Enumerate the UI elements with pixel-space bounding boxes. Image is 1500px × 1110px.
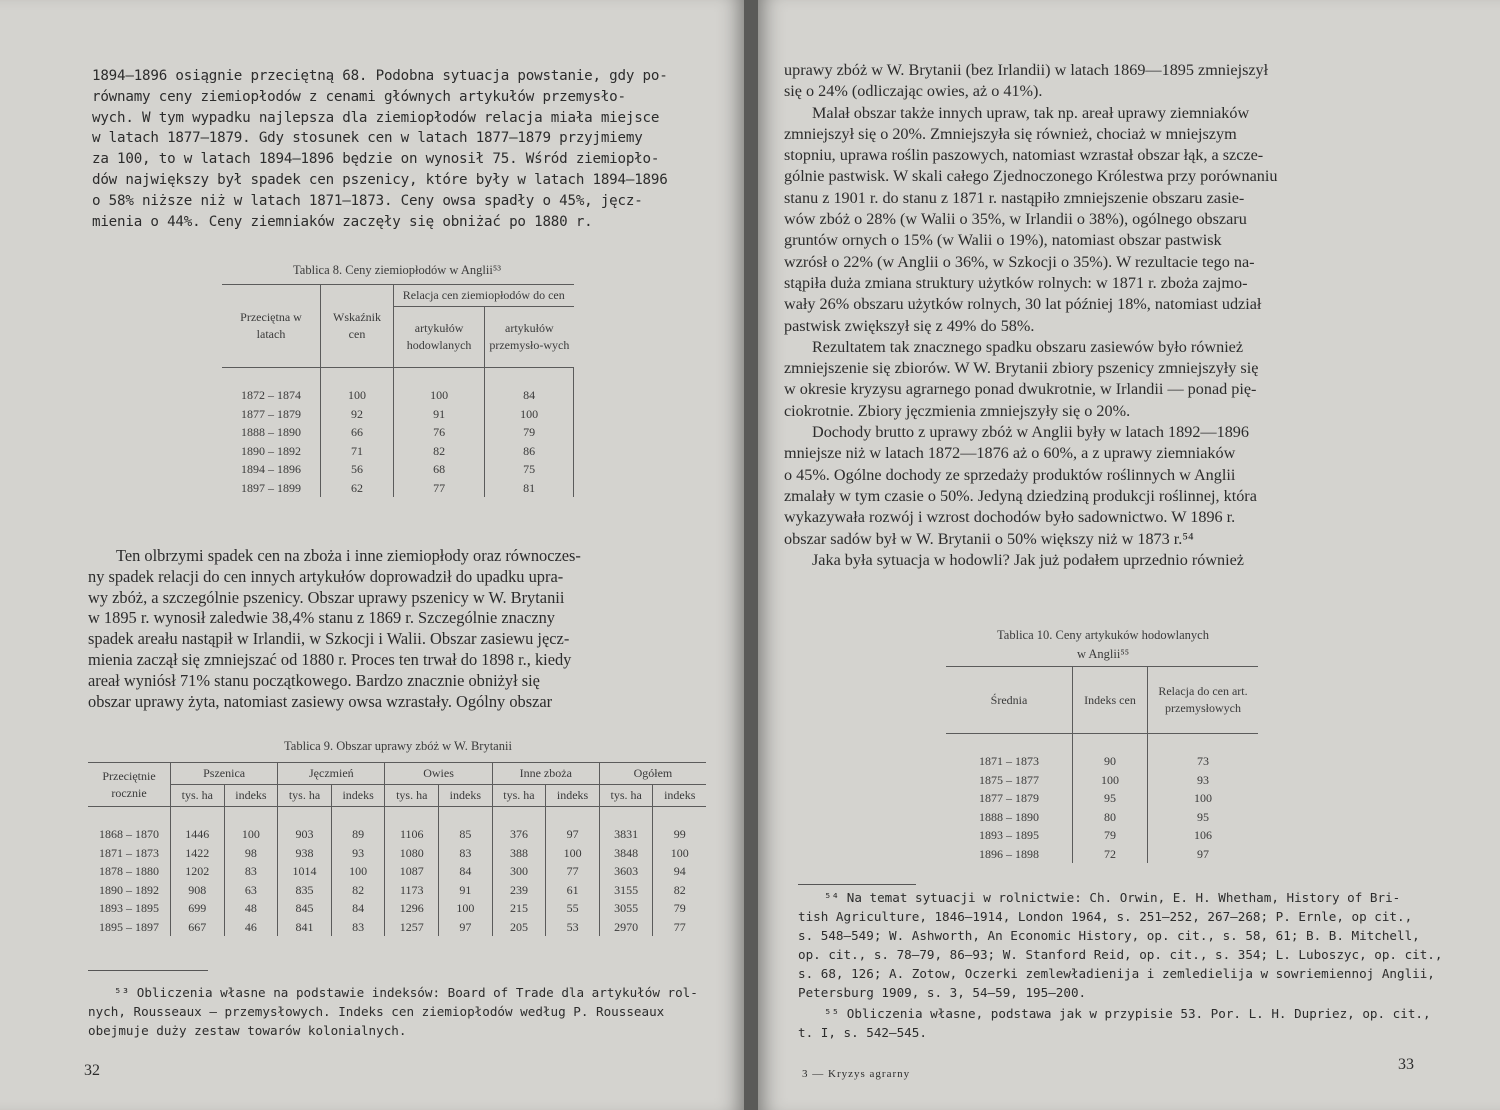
table8-header-index: Wskaźnik cen: [321, 285, 394, 368]
table-row: [946, 845, 1258, 864]
table-cell: 100: [485, 405, 574, 424]
table-cell: 100: [1073, 771, 1148, 790]
text-line: Ten olbrzymi spadek cen na zboża i inne ziemiopłody oraz równoczes-: [116, 546, 581, 565]
table-cell: 1106: [385, 807, 439, 844]
table9-subheader: indeks: [331, 785, 385, 807]
table-cell: 82: [394, 442, 485, 461]
table10-header-index: Indeks cen: [1073, 667, 1148, 734]
table10: [946, 666, 1258, 863]
table-cell: 84: [485, 368, 574, 405]
table-cell: 1897 – 1899: [222, 479, 321, 498]
table8-header-animal: artykułów hodowlanych: [394, 307, 485, 368]
table-cell: 100: [653, 844, 706, 863]
table-cell: 100: [224, 807, 278, 844]
table-cell: 76: [394, 423, 485, 442]
text-line: się o 24% (odliczając owies, aż o 41%).: [784, 82, 1043, 101]
text-line: wzrósł o 22% (w Anglii o 36%, w Szkocji o 35%). W rezultacie tego na-: [784, 252, 1255, 271]
table-cell: 903: [278, 807, 332, 844]
left-page: [0, 0, 744, 1110]
text-line: ⁵⁴ Na temat sytuacji w rolnictwie: Ch. Orwin, E. H. Whetham, History of Bri-: [824, 890, 1401, 905]
text-line: w Anglii⁵⁵: [1076, 647, 1130, 661]
table-cell: 82: [331, 881, 385, 900]
table-cell: 71: [321, 442, 394, 461]
table-row: [88, 899, 706, 918]
table-cell: 79: [485, 423, 574, 442]
table9: [88, 762, 706, 936]
table10-caption: [946, 626, 1260, 664]
table-cell: 845: [278, 899, 332, 918]
table-cell: 61: [546, 881, 600, 900]
table-cell: 1875 – 1877: [946, 771, 1073, 790]
printer-signature: 3 — Kryzys agrarny: [802, 1068, 911, 1080]
table9-header-barley: Jęczmień: [278, 763, 385, 785]
table-row: [946, 826, 1258, 845]
table-cell: 48: [224, 899, 278, 918]
text-line: mienia o 44%. Ceny ziemniaków zaczęły się obniżać po 1880 r.: [92, 213, 593, 230]
table-cell: 62: [321, 479, 394, 498]
table9-header-oats: Owies: [385, 763, 492, 785]
table-cell: 100: [1148, 789, 1259, 808]
table10-header-period: Średnia: [946, 667, 1073, 734]
table9-subheader: tys. ha: [171, 785, 225, 807]
table8-header-period: Przeciętna w latach: [222, 285, 321, 368]
text-line: w okresie kryzysu agrarnego ponad dwukrotnie, w Irlandii — ponad pię-: [784, 380, 1257, 399]
table-cell: 73: [1148, 734, 1259, 771]
text-line: 1894—1896 osiągnie przeciętną 68. Podobna sytuacja powstanie, gdy po-: [92, 68, 668, 84]
text-line: obszar sadów był w W. Brytanii o 50% większy niż w 1873 r.⁵⁴: [784, 529, 1194, 548]
table-cell: 55: [546, 899, 600, 918]
table9-header-total: Ogółem: [599, 763, 706, 785]
page-number-left: 32: [84, 1062, 100, 1079]
table9-header-other: Inne zboża: [492, 763, 599, 785]
table-cell: 667: [171, 918, 225, 937]
text-line: Malał obszar także innych upraw, tak np. areał uprawy ziemniaków: [812, 103, 1250, 122]
table-cell: 388: [492, 844, 546, 863]
table9-subheader: indeks: [653, 785, 706, 807]
table-cell: 46: [224, 918, 278, 937]
table9-subheader: tys. ha: [385, 785, 439, 807]
text-line: równamy ceny ziemiopłodów z cenami głównych artykułów przemysło-: [92, 88, 626, 105]
table-cell: 1893 – 1895: [88, 899, 171, 918]
text-line: o 58% niższe niż w latach 1871—1873. Ceny owsa spadły o 45%, jęcz-: [92, 192, 643, 209]
table-row: [946, 789, 1258, 808]
table-cell: 1080: [385, 844, 439, 863]
table-cell: 93: [331, 844, 385, 863]
text-line: stopniu, uprawa roślin paszowych, natomiast wzrastał obszar łąk, a szcze-: [784, 146, 1264, 165]
footnote-separator: [88, 970, 208, 971]
text-line: o 45%. Ogólne dochody ze sprzedaży produktów roślinnych w Anglii: [784, 465, 1236, 484]
text-line: uprawy zbóż w W. Brytanii (bez Irlandii) w latach 1869—1895 zmniejszył: [784, 61, 1269, 79]
table-cell: 68: [394, 460, 485, 479]
text-line: ⁵³ Obliczenia własne na podstawie indeksów: Board of Trade dla artykułów rol-: [114, 985, 698, 1000]
table-cell: 1446: [171, 807, 225, 844]
table-cell: 215: [492, 899, 546, 918]
table-row: [222, 405, 574, 424]
table-cell: 3831: [599, 807, 653, 844]
table-cell: 97: [439, 918, 493, 937]
table9-subheader: indeks: [546, 785, 600, 807]
text-line: spadek areału nastąpił w Irlandii, w Szkocji i Walii. Obszar zasiewu jęcz-: [88, 629, 570, 649]
text-line: Tablica 10. Ceny artykuków hodowlanych: [997, 628, 1209, 642]
table-cell: 1296: [385, 899, 439, 918]
table-cell: 80: [1073, 808, 1148, 827]
table-cell: 95: [1148, 808, 1259, 827]
text-line: wych. W tym wypadku najlepsza dla ziemiopłodów relacja miała miejsce: [92, 109, 660, 126]
table-cell: 2970: [599, 918, 653, 937]
table-row: [222, 479, 574, 498]
text-line: Rezultatem tak znacznego spadku obszaru zasiewów było również: [812, 337, 1244, 356]
table-cell: 1896 – 1898: [946, 845, 1073, 864]
table-cell: 83: [439, 844, 493, 863]
table-cell: 376: [492, 807, 546, 844]
text-line: zmniejszenie się zbiorów. W W. Brytanii zbiory pszenicy zmniejszyły się: [784, 359, 1259, 378]
table-cell: 938: [278, 844, 332, 863]
table-cell: 1872 – 1874: [222, 368, 321, 405]
text-line: obszar uprawy żyta, natomiast zasiewy owsa wzrastały. Ogólny obszar: [88, 691, 553, 711]
text-line: nych, Rousseaux — przemysłowych. Indeks cen ziemiopłodów według P. Rousseaux: [88, 1004, 665, 1019]
text-line: mniejsze niż w latach 1872—1876 aż o 60%, a z uprawy ziemniaków: [784, 444, 1236, 463]
table-cell: 300: [492, 862, 546, 881]
table-cell: 841: [278, 918, 332, 937]
table-cell: 1422: [171, 844, 225, 863]
text-line: Petersburg 1909, s. 3, 54—59, 195—200.: [798, 985, 1087, 1000]
text-line: Jaka była sytuacja w hodowli? Jak już podałem uprzednio również: [812, 550, 1244, 569]
footnote-53: [88, 983, 708, 1040]
footnote-separator: [798, 884, 916, 885]
table-cell: 835: [278, 881, 332, 900]
table8-caption: Tablica 8. Ceny ziemiopłodów w Anglii⁵³: [293, 263, 501, 277]
text-line: wykazywała rozwój i wzrost dochodów było sadownictwo. W 1896 r.: [784, 508, 1236, 527]
table-row: [88, 881, 706, 900]
text-line: obejmuje duży zestaw towarów kolonialnych.: [88, 1023, 407, 1038]
table-cell: 3055: [599, 899, 653, 918]
table-cell: 1877 – 1879: [946, 789, 1073, 808]
table-cell: 3603: [599, 862, 653, 881]
table-cell: 1871 – 1873: [88, 844, 171, 863]
table-row: [88, 862, 706, 881]
text-line: wały 26% obszaru użytków rolnych, 30 lat później 18%, natomiast udział: [784, 295, 1262, 314]
table-cell: 1893 – 1895: [946, 826, 1073, 845]
table-cell: 1878 – 1880: [88, 862, 171, 881]
table-row: [222, 423, 574, 442]
table-cell: 77: [653, 918, 706, 937]
table-cell: 1888 – 1890: [222, 423, 321, 442]
table-cell: 75: [485, 460, 574, 479]
table-cell: 3155: [599, 881, 653, 900]
text-line: t. I, s. 542—545.: [798, 1025, 927, 1040]
right-page: [758, 0, 1500, 1110]
text-line: pastwisk zwiększył się z 49% do 58%.: [784, 316, 1035, 335]
table-cell: 1173: [385, 881, 439, 900]
table-cell: 908: [171, 881, 225, 900]
table-row: [222, 442, 574, 461]
table-cell: 77: [394, 479, 485, 498]
table9-caption: Tablica 9. Obszar uprawy zbóż w W. Brytanii: [284, 739, 512, 753]
table-cell: 66: [321, 423, 394, 442]
table-cell: 100: [439, 899, 493, 918]
table-cell: 56: [321, 460, 394, 479]
table-cell: 97: [1148, 845, 1259, 864]
table-cell: 63: [224, 881, 278, 900]
text-line: ⁵⁵ Obliczenia własne, podstawa jak w przypisie 53. Por. L. H. Dupriez, op. cit.,: [824, 1006, 1431, 1021]
text-line: areał wyniósł 71% stanu początkowego. Bardzo znacznie obniżył się: [88, 670, 540, 690]
table-row: [88, 918, 706, 937]
table8: [222, 284, 574, 497]
table-cell: 1202: [171, 862, 225, 881]
table-cell: 82: [653, 881, 706, 900]
table-cell: 699: [171, 899, 225, 918]
table-row: [946, 808, 1258, 827]
text-line: dów największy był spadek cen pszenicy, które były w latach 1894—1896: [92, 171, 668, 188]
text-line: wów zbóż o 28% (w Walii o 35%, w Irlandii o 38%), ogólnego obszaru: [784, 210, 1247, 229]
table-row: [88, 807, 706, 844]
left-paragraph-2: [88, 546, 708, 712]
table-cell: 97: [546, 807, 600, 844]
table-cell: 1087: [385, 862, 439, 881]
table-cell: 100: [394, 368, 485, 405]
text-line: ny spadek relacji do cen innych artykułów doprowadził do upadku upra-: [88, 566, 564, 586]
text-line: mienia zaczął się zmniejszać od 1880 r. Proces ten trwał do 1898 r., kiedy: [88, 649, 572, 669]
table-cell: 1895 – 1897: [88, 918, 171, 937]
table-cell: 1014: [278, 862, 332, 881]
table8-header-industrial: artykułów przemysło-wych: [485, 307, 574, 368]
text-line: zmniejszył się o 20%. Zmniejszyła się również, chociaż w mniejszym: [784, 124, 1237, 143]
table-cell: 1890 – 1892: [222, 442, 321, 461]
table-row: [946, 734, 1258, 771]
text-line: Dochody brutto z uprawy zbóż w Anglii były w latach 1892—1896: [812, 423, 1249, 442]
table9-subheader: indeks: [224, 785, 278, 807]
table-cell: 84: [439, 862, 493, 881]
table-cell: 100: [546, 844, 600, 863]
table-cell: 83: [224, 862, 278, 881]
text-line: gólnie pastwisk. W skali całego Zjednoczonego Królestwa przy porównaniu: [784, 167, 1278, 186]
table-cell: 1877 – 1879: [222, 405, 321, 424]
table-cell: 84: [331, 899, 385, 918]
table-cell: 1868 – 1870: [88, 807, 171, 844]
table9-subheader: tys. ha: [599, 785, 653, 807]
table-cell: 3848: [599, 844, 653, 863]
text-line: op. cit., s. 78—79, 86—93; W. Stanford Reid, op. cit., s. 354; L. Luboszyc, op. cit.,: [798, 947, 1443, 962]
table-cell: 89: [331, 807, 385, 844]
table-cell: 100: [321, 368, 394, 405]
text-line: ciokrotnie. Zbiory jęczmienia zmniejszyły się o 20%.: [784, 401, 1131, 420]
text-line: tish Agriculture, 1846—1914, London 1964, s. 251—252, 267—268; P. Ernle, op cit.,: [798, 909, 1413, 924]
text-line: za 100, to w latach 1894—1896 będzie on wynosił 75. Wśród ziemiopło-: [92, 151, 660, 168]
table-cell: 53: [546, 918, 600, 937]
table9-subheader: tys. ha: [492, 785, 546, 807]
table-cell: 90: [1073, 734, 1148, 771]
table-cell: 94: [653, 862, 706, 881]
page-number-right: 33: [1398, 1056, 1414, 1073]
table-cell: 83: [331, 918, 385, 937]
table-cell: 1257: [385, 918, 439, 937]
text-line: s. 68, 126; A. Zotow, Oczerki zemlewładienija i zemledielija w sowriemiennoj Anglii,: [798, 966, 1435, 981]
text-line: w latach 1877—1879. Gdy stosunek cen w latach 1877—1879 przyjmiemy: [92, 130, 643, 147]
table-cell: 86: [485, 442, 574, 461]
book-gutter: [744, 0, 758, 1110]
text-line: s. 548—549; W. Ashworth, An Economic History, op. cit., s. 58, 61; B. B. Mitchell,: [798, 928, 1420, 943]
footnote-54: [798, 888, 1443, 1002]
table-row: [88, 844, 706, 863]
table-cell: 98: [224, 844, 278, 863]
text-line: stanu z 1901 r. do stanu z 1871 r. nastąpiło zmniejszenie obszaru zasie-: [784, 188, 1245, 207]
text-line: zmalały w tym czasie o 50%. Jedyną dziedziną produkcji roślinnej, która: [784, 486, 1257, 505]
table-cell: 95: [1073, 789, 1148, 808]
text-line: gruntów ornych o 15% (w Walii o 19%), natomiast obszar pastwisk: [784, 231, 1222, 250]
left-paragraph-1: [92, 66, 712, 232]
footnote-55: [798, 1004, 1431, 1042]
table-row: [946, 771, 1258, 790]
table-row: [222, 368, 574, 405]
table-cell: 239: [492, 881, 546, 900]
text-line: wy zbóż, a szczególnie pszenicy. Obszar uprawy pszenicy w W. Brytanii: [88, 587, 565, 607]
table9-subheader: indeks: [439, 785, 493, 807]
table-cell: 79: [653, 899, 706, 918]
table-row: [222, 460, 574, 479]
table-cell: 92: [321, 405, 394, 424]
table-cell: 106: [1148, 826, 1259, 845]
table10-header-relation: Relacja do cen art. przemysłowych: [1148, 667, 1259, 734]
table-cell: 1871 – 1873: [946, 734, 1073, 771]
table-cell: 1894 – 1896: [222, 460, 321, 479]
table8-header-relation: Relacja cen ziemiopłodów do cen: [394, 285, 574, 307]
text-line: stąpiła duża zmiana struktury użytków rolnych: w 1871 r. zboża zajmo-: [784, 273, 1248, 292]
table-cell: 1890 – 1892: [88, 881, 171, 900]
table-cell: 91: [394, 405, 485, 424]
table-cell: 93: [1148, 771, 1259, 790]
right-text: [784, 60, 1408, 571]
table-cell: 81: [485, 479, 574, 498]
table-cell: 72: [1073, 845, 1148, 864]
table-cell: 99: [653, 807, 706, 844]
table-cell: 79: [1073, 826, 1148, 845]
table9-subheader: tys. ha: [278, 785, 332, 807]
table-cell: 205: [492, 918, 546, 937]
table9-header-wheat: Pszenica: [171, 763, 278, 785]
table-cell: 85: [439, 807, 493, 844]
table-cell: 100: [331, 862, 385, 881]
table9-header-period: Przeciętnie rocznie: [88, 763, 171, 807]
table-cell: 1888 – 1890: [946, 808, 1073, 827]
text-line: w 1895 r. wynosił zaledwie 38,4% stanu z 1869 r. Szczególnie znaczny: [88, 608, 556, 628]
table-cell: 91: [439, 881, 493, 900]
table-cell: 77: [546, 862, 600, 881]
